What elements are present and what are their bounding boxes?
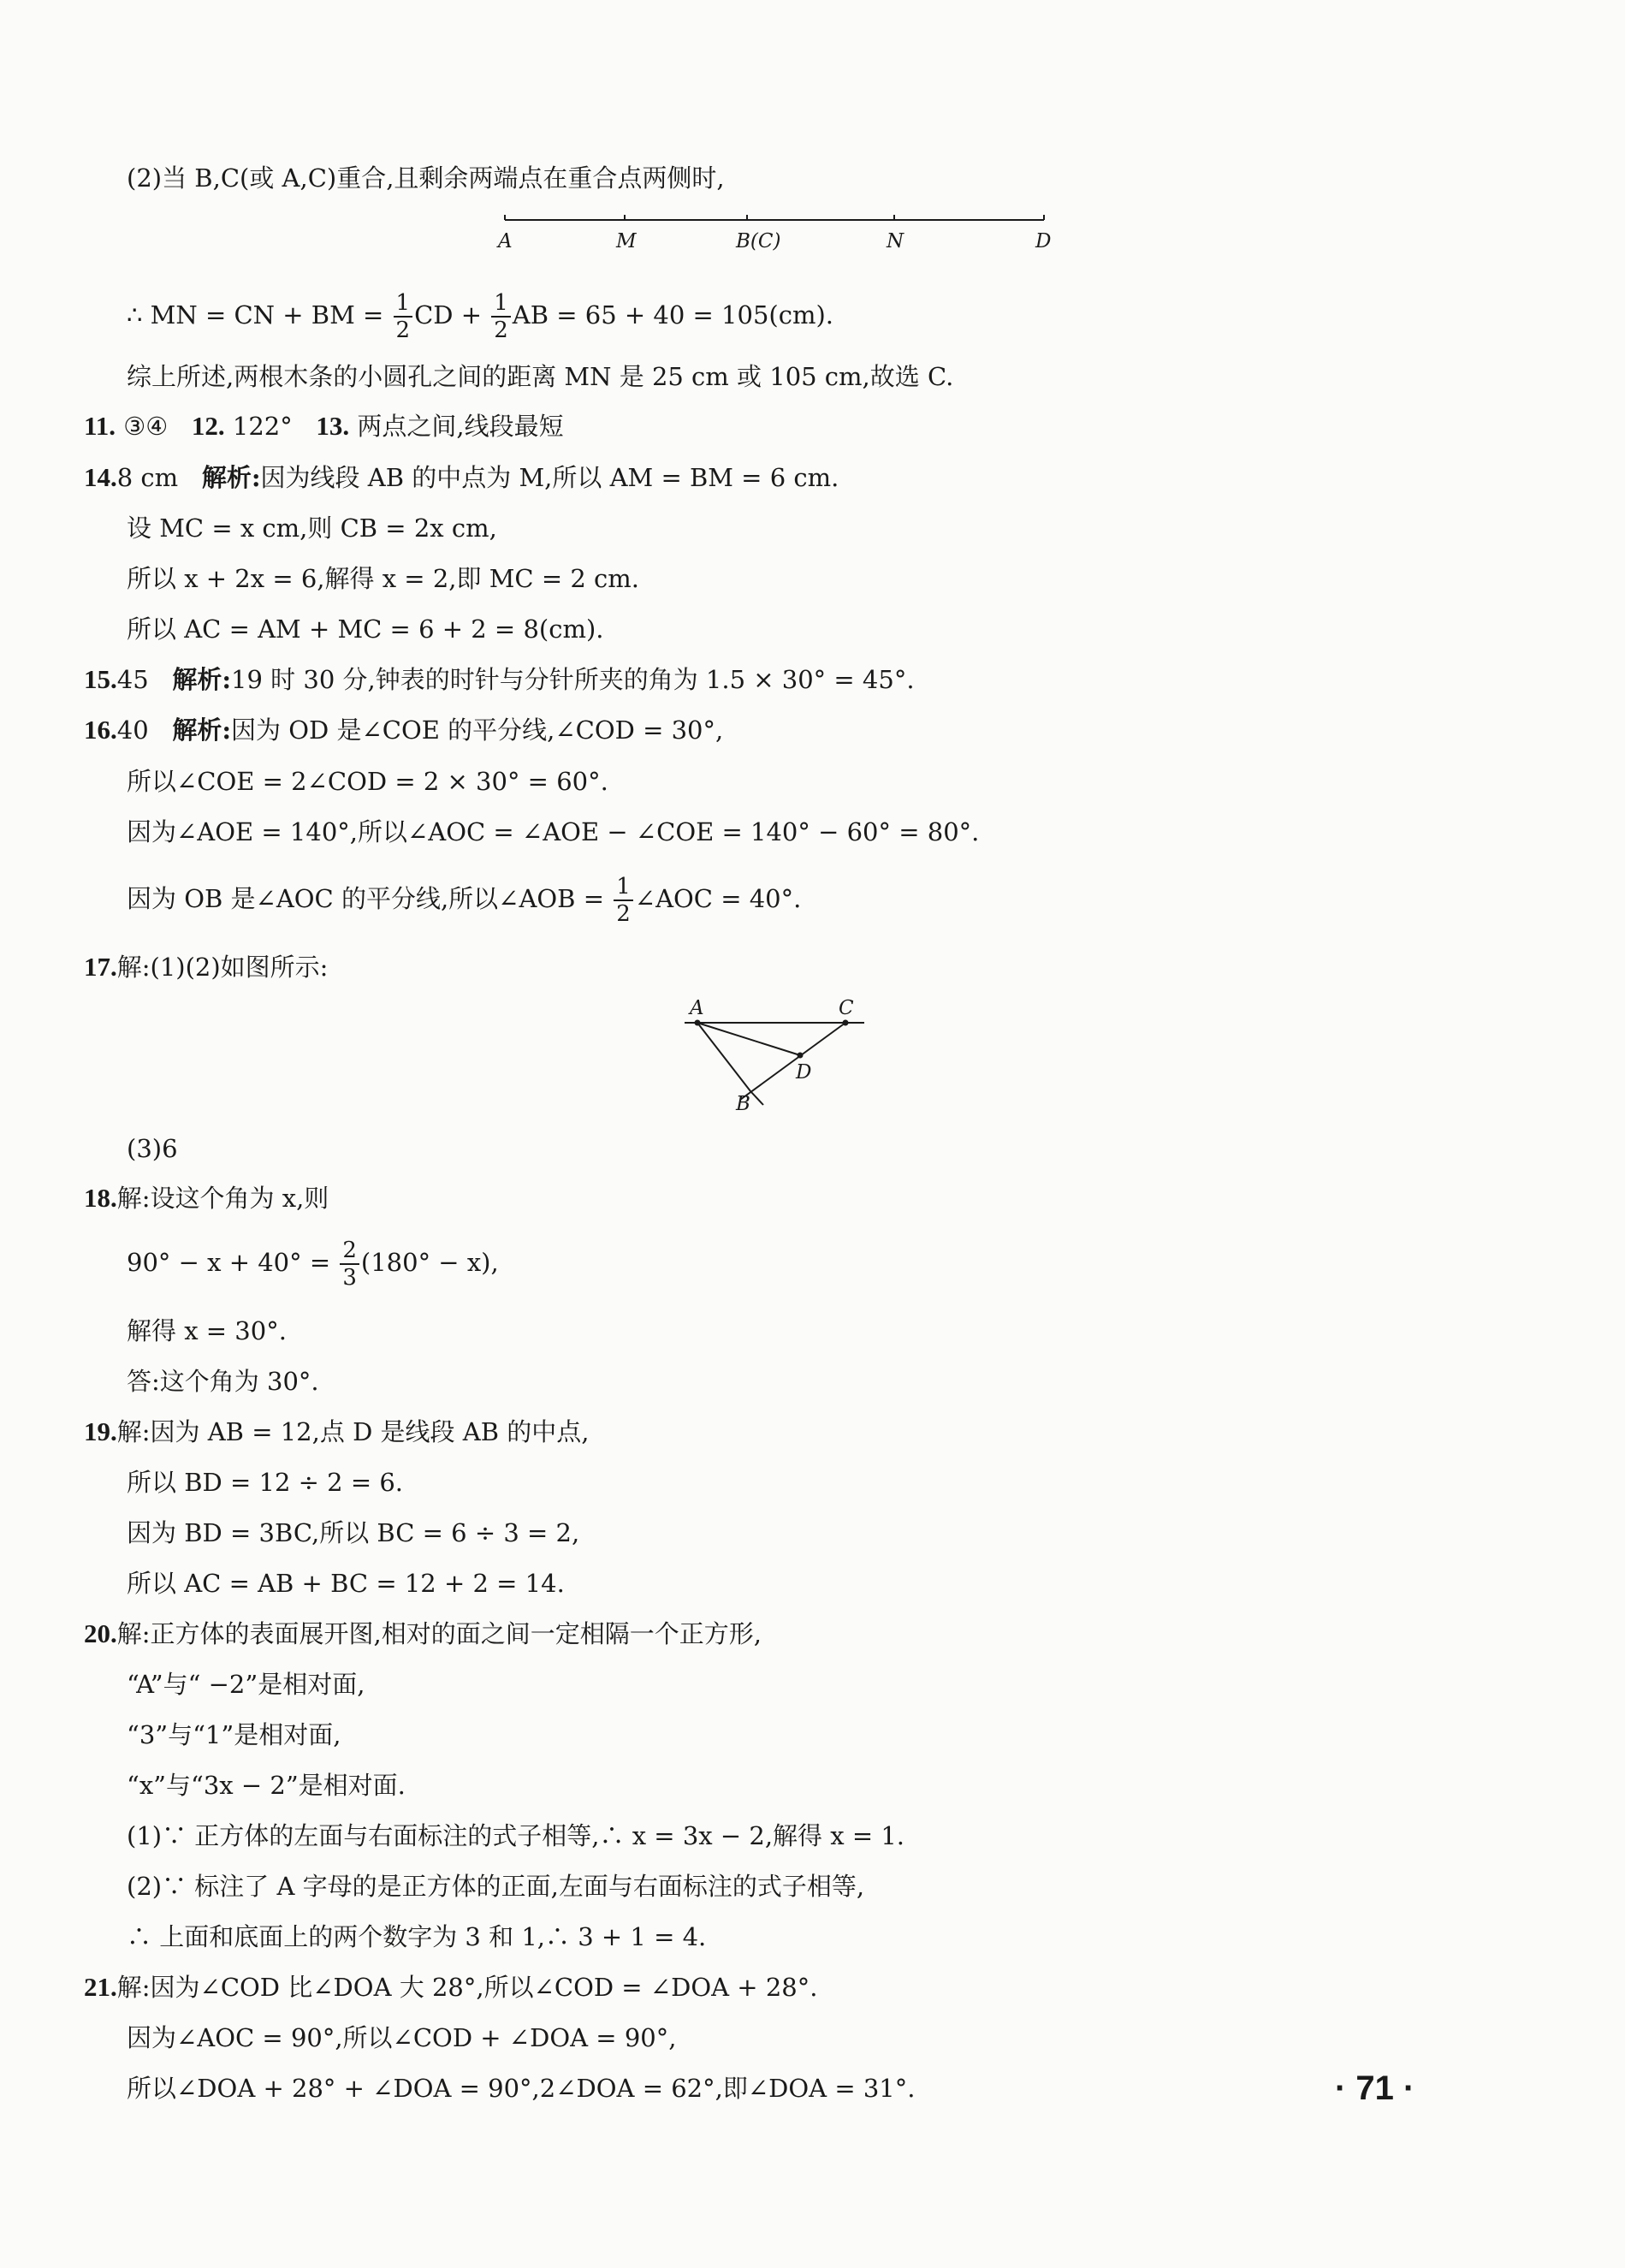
answer-14: 14.8 cm 解析:因为线段 AB 的中点为 M,所以 AM = BM = 6 cm. [84, 462, 839, 492]
text-line: 设 MC = x cm,则 CB = 2x cm, [127, 514, 497, 543]
fraction-two-thirds: $\frac{2}{3}$ [340, 1239, 359, 1289]
label-b: B [736, 1093, 750, 1115]
answer-11-13: 11. ③④ 12. 122° 13. 两点之间,线段最短 [84, 411, 564, 441]
text-line: “A”与“ −2”是相对面, [127, 1670, 365, 1699]
label-n: N [887, 230, 904, 252]
text-line: 所以∠COE = 2∠COD = 2 × 30° = 60°. [127, 767, 608, 796]
label-d: D [1035, 230, 1052, 252]
segment-ad [697, 1023, 800, 1055]
segment-cb [740, 1023, 845, 1100]
equation-line: 90° − x + 40° = $\frac{2}{3}$ (180° − x), [127, 1238, 499, 1291]
text-line: (2)∵ 标注了 A 字母的是正方体的正面,左面与右面标注的式子相等, [127, 1872, 865, 1901]
answer-15: 15.45 解析:19 时 30 分,钟表的时针与分针所夹的角为 1.5 × 30° = 45°. [84, 664, 915, 694]
answer-17: 17.解:(1)(2)如图所示: [84, 952, 329, 982]
text-line: “x”与“3x − 2”是相对面. [127, 1771, 406, 1800]
text-line: ∴ 上面和底面上的两个数字为 3 和 1,∴ 3 + 1 = 4. [127, 1922, 707, 1951]
fraction-half: $\frac{1}{2}$ [614, 876, 633, 925]
text-line: 所以∠DOA + 28° + ∠DOA = 90°,2∠DOA = 62°,即∠DOA = 31°. [127, 2074, 916, 2103]
text-line: 因为 BD = 3BC,所以 BC = 6 ÷ 3 = 2, [127, 1518, 580, 1547]
label-c: C [839, 997, 854, 1019]
label-m: M [616, 230, 637, 252]
equation-line: ∴ MN = CN + BM = $\frac{1}{2}$ CD + $\frac{1}{2}$ AB = 65 + 40 = 105(cm). [127, 290, 833, 343]
text-line: 答:这个角为 30°. [127, 1367, 319, 1396]
fraction-half: $\frac{1}{2}$ [394, 292, 413, 341]
text-line: 所以 x + 2x = 6,解得 x = 2,即 MC = 2 cm. [127, 564, 639, 593]
answer-16: 16.40 解析:因为 OD 是∠COE 的平分线,∠COD = 30°, [84, 715, 724, 745]
segment-figure [496, 210, 1053, 257]
equation-line: 因为 OB 是∠AOC 的平分线,所以∠AOB = $\frac{1}{2}$ ∠AOC = 40°. [127, 874, 802, 927]
text-line: (2)当 B,C(或 A,C)重合,且剩余两端点在重合点两侧时, [127, 163, 725, 193]
point-d [798, 1053, 804, 1059]
text-line: 综上所述,两根木条的小圆孔之间的距离 MN 是 25 cm 或 105 cm,故选 C. [127, 362, 954, 391]
answer-21: 21.解:因为∠COD 比∠DOA 大 28°,所以∠COD = ∠DOA + 28°. [84, 1972, 818, 2002]
segment-ab [697, 1023, 750, 1091]
point-c [843, 1020, 849, 1026]
answer-18: 18.解:设这个角为 x,则 [84, 1183, 329, 1213]
point-a [695, 1020, 701, 1026]
label-a: A [498, 230, 513, 252]
page-number: · 71 · [1335, 2069, 1415, 2107]
answer-20: 20.解:正方体的表面展开图,相对的面之间一定相隔一个正方形, [84, 1618, 762, 1648]
text-line: (3)6 [127, 1134, 178, 1163]
text-line: 所以 AC = AM + MC = 6 + 2 = 8(cm). [127, 614, 604, 644]
ray-end [750, 1091, 763, 1105]
text-line: 解得 x = 30°. [127, 1316, 287, 1345]
answer-19: 19.解:因为 AB = 12,点 D 是线段 AB 的中点, [84, 1416, 590, 1446]
label-bc: B(C) [736, 230, 781, 252]
triangle-figure [667, 997, 873, 1113]
text-line: 因为∠AOE = 140°,所以∠AOC = ∠AOE − ∠COE = 140° − 60° = 80°. [127, 817, 980, 846]
label-a: A [690, 997, 704, 1019]
text-line: 因为∠AOC = 90°,所以∠COD + ∠DOA = 90°, [127, 2023, 677, 2052]
text-line: “3”与“1”是相对面, [127, 1720, 341, 1749]
text-line: (1)∵ 正方体的左面与右面标注的式子相等,∴ x = 3x − 2,解得 x = 1. [127, 1821, 905, 1850]
label-d: D [796, 1061, 812, 1084]
text-line: 所以 BD = 12 ÷ 2 = 6. [127, 1468, 404, 1497]
fraction-half: $\frac{1}{2}$ [491, 292, 511, 341]
text-line: 所以 AC = AB + BC = 12 + 2 = 14. [127, 1569, 565, 1598]
